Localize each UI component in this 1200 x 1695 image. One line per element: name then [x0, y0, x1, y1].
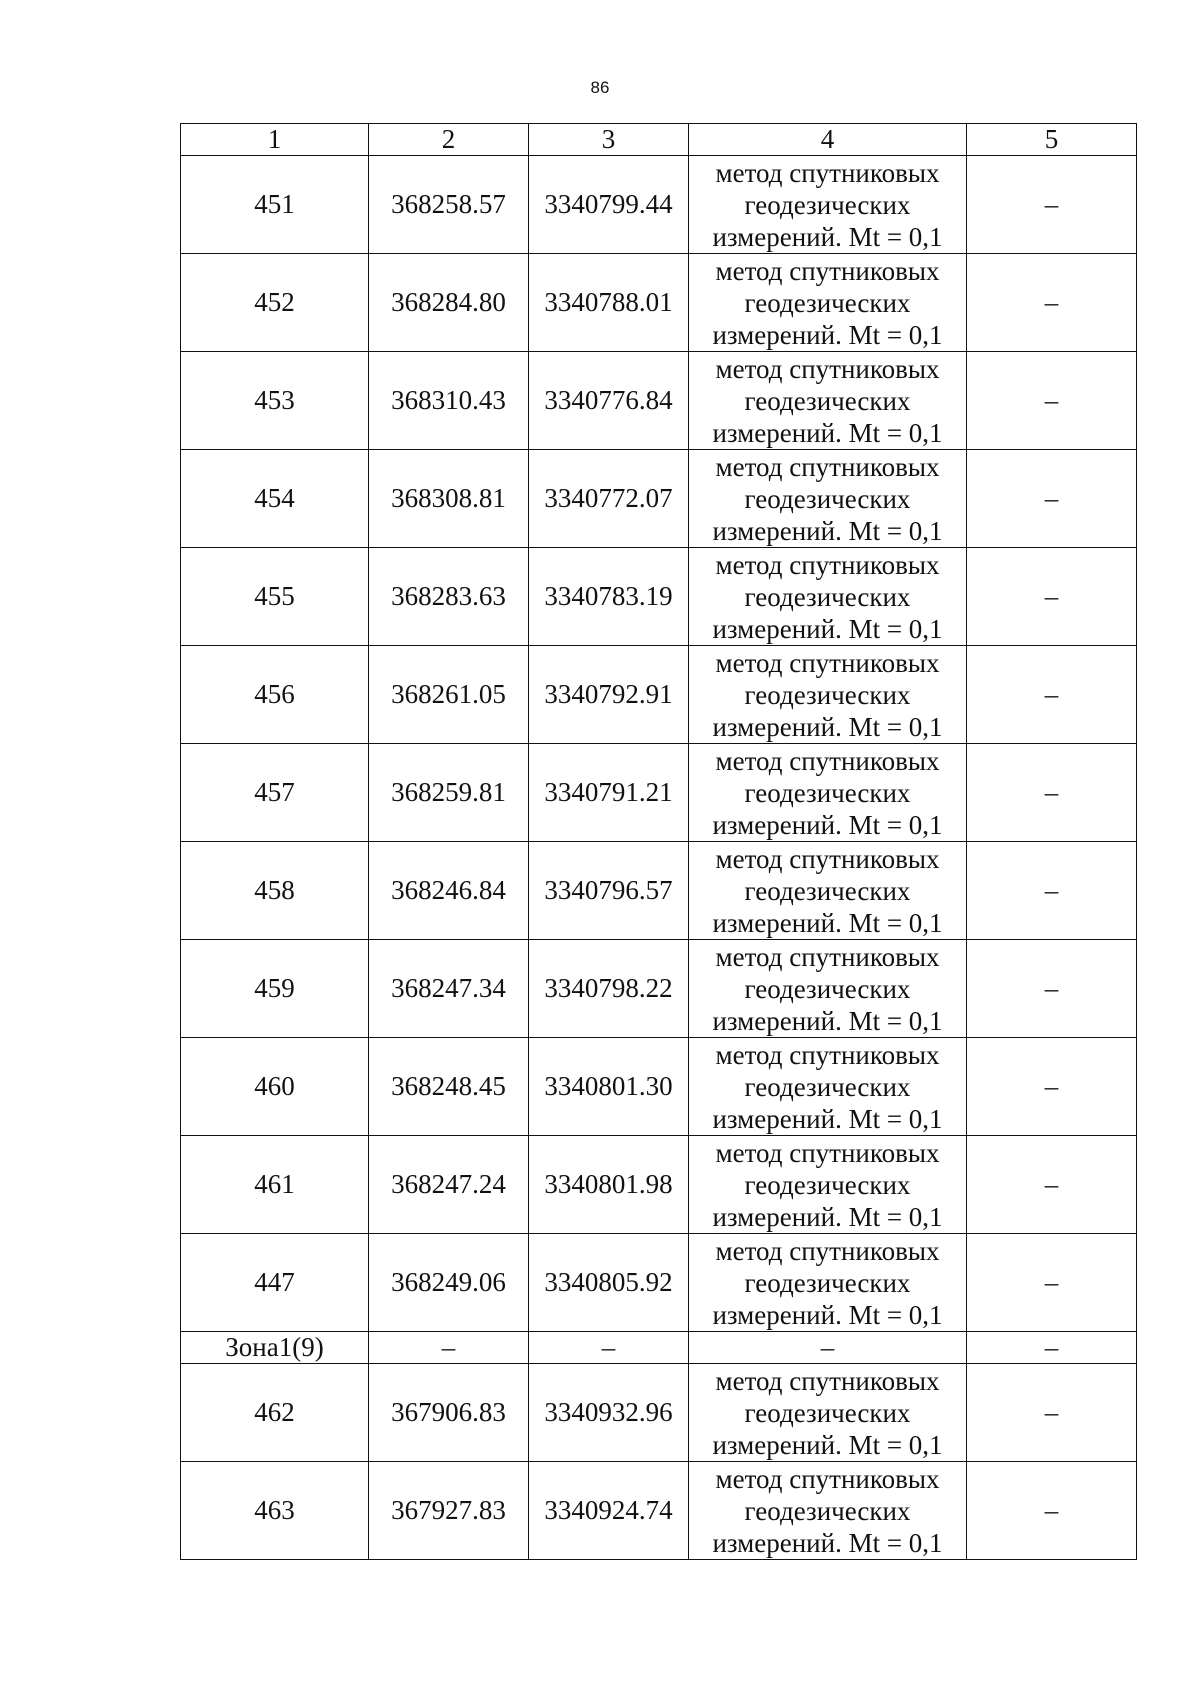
page-number: 86 — [590, 78, 610, 97]
method-text — [689, 647, 966, 743]
method-text — [689, 451, 966, 547]
table-body — [181, 156, 1137, 1560]
table-header — [181, 124, 1137, 156]
method-text — [689, 549, 966, 645]
table-row — [181, 1038, 1137, 1136]
cell-col5: – — [967, 254, 1137, 352]
method-line: измерений. Mt = 0,1 — [712, 1201, 943, 1232]
cell-method — [689, 352, 967, 450]
table-row — [181, 156, 1137, 254]
header-col-1: 1 — [181, 124, 369, 156]
cell-y-coordinate: 3340798.22 — [529, 940, 689, 1038]
cell-col5: – — [967, 940, 1137, 1038]
cell-method — [689, 1234, 967, 1332]
cell-point-id: 455 — [181, 548, 369, 646]
table-row — [181, 450, 1137, 548]
method-line: геодезических — [744, 287, 911, 318]
method-line: геодезических — [744, 1071, 911, 1102]
cell-col5: – — [967, 548, 1137, 646]
cell-point-id: 459 — [181, 940, 369, 1038]
cell-x-coordinate: 368283.63 — [369, 548, 529, 646]
cell-point-id: 454 — [181, 450, 369, 548]
method-text — [689, 255, 966, 351]
method-line: метод спутниковых — [715, 157, 940, 188]
cell-x-coordinate: 367906.83 — [369, 1364, 529, 1462]
cell-col5: – — [967, 156, 1137, 254]
cell-x-coordinate: 368310.43 — [369, 352, 529, 450]
cell-y-coordinate: 3340796.57 — [529, 842, 689, 940]
table-row — [181, 548, 1137, 646]
method-text — [689, 1463, 966, 1559]
method-line: измерений. Mt = 0,1 — [712, 1429, 943, 1460]
method-line: геодезических — [744, 483, 911, 514]
method-line: измерений. Mt = 0,1 — [712, 613, 943, 644]
cell-point-id: 458 — [181, 842, 369, 940]
cell-y-coordinate: 3340932.96 — [529, 1364, 689, 1462]
cell-method — [689, 156, 967, 254]
cell-point-id: 462 — [181, 1364, 369, 1462]
cell-point-id: 463 — [181, 1462, 369, 1560]
cell-x-coordinate: 368247.34 — [369, 940, 529, 1038]
cell-col5: – — [967, 352, 1137, 450]
cell-y-coordinate: 3340792.91 — [529, 646, 689, 744]
method-line: геодезических — [744, 189, 911, 220]
table-row — [181, 940, 1137, 1038]
method-line: измерений. Mt = 0,1 — [712, 221, 943, 252]
cell-y-coordinate: 3340801.98 — [529, 1136, 689, 1234]
cell-point-id: 451 — [181, 156, 369, 254]
table-row — [181, 1234, 1137, 1332]
table-row — [181, 1364, 1137, 1462]
method-line: измерений. Mt = 0,1 — [712, 319, 943, 350]
method-line: измерений. Mt = 0,1 — [712, 1005, 943, 1036]
cell-y-coordinate: 3340776.84 — [529, 352, 689, 450]
method-line: геодезических — [744, 679, 911, 710]
header-col-4: 4 — [689, 124, 967, 156]
header-col-2: 2 — [369, 124, 529, 156]
cell-col5: – — [967, 1332, 1137, 1364]
method-line: геодезических — [744, 1495, 911, 1526]
cell-point-id: 461 — [181, 1136, 369, 1234]
cell-x-coordinate: 367927.83 — [369, 1462, 529, 1560]
cell-method — [689, 1462, 967, 1560]
cell-method — [689, 646, 967, 744]
cell-x-coordinate: 368284.80 — [369, 254, 529, 352]
method-line: измерений. Mt = 0,1 — [712, 711, 943, 742]
method-line: измерений. Mt = 0,1 — [712, 1299, 943, 1330]
cell-point-id: 456 — [181, 646, 369, 744]
cell-x-coordinate: 368259.81 — [369, 744, 529, 842]
cell-x-coordinate: – — [369, 1332, 529, 1364]
cell-method — [689, 1136, 967, 1234]
cell-point-id: 452 — [181, 254, 369, 352]
method-line: измерений. Mt = 0,1 — [712, 1527, 943, 1558]
table-row — [181, 254, 1137, 352]
cell-method — [689, 744, 967, 842]
cell-y-coordinate: 3340772.07 — [529, 450, 689, 548]
cell-y-coordinate: – — [529, 1332, 689, 1364]
method-line: измерений. Mt = 0,1 — [712, 1103, 943, 1134]
cell-method — [689, 842, 967, 940]
cell-method — [689, 1038, 967, 1136]
method-line: метод спутниковых — [715, 353, 940, 384]
method-line: геодезических — [744, 581, 911, 612]
header-col-5: 5 — [967, 124, 1137, 156]
cell-col5: – — [967, 450, 1137, 548]
method-text — [689, 1039, 966, 1135]
method-text — [689, 1365, 966, 1461]
table-row — [181, 744, 1137, 842]
method-line: метод спутниковых — [715, 843, 940, 874]
zone-row — [181, 1332, 1137, 1364]
cell-col5: – — [967, 1136, 1137, 1234]
method-line: измерений. Mt = 0,1 — [712, 809, 943, 840]
method-line: метод спутниковых — [715, 647, 940, 678]
method-line: метод спутниковых — [715, 1235, 940, 1266]
method-text — [689, 353, 966, 449]
method-line: метод спутниковых — [715, 941, 940, 972]
cell-point-id: 447 — [181, 1234, 369, 1332]
cell-x-coordinate: 368308.81 — [369, 450, 529, 548]
cell-method — [689, 254, 967, 352]
cell-x-coordinate: 368261.05 — [369, 646, 529, 744]
cell-y-coordinate: 3340788.01 — [529, 254, 689, 352]
method-text — [689, 1235, 966, 1331]
method-text — [689, 745, 966, 841]
method-line: метод спутниковых — [715, 745, 940, 776]
cell-x-coordinate: 368247.24 — [369, 1136, 529, 1234]
cell-col5: – — [967, 1234, 1137, 1332]
cell-point-id: Зона1(9) — [181, 1332, 369, 1364]
method-line: метод спутниковых — [715, 1463, 940, 1494]
cell-y-coordinate: 3340801.30 — [529, 1038, 689, 1136]
method-line: геодезических — [744, 875, 911, 906]
cell-y-coordinate: 3340805.92 — [529, 1234, 689, 1332]
header-row — [181, 124, 1137, 156]
cell-y-coordinate: 3340791.21 — [529, 744, 689, 842]
cell-point-id: 457 — [181, 744, 369, 842]
cell-col5: – — [967, 842, 1137, 940]
cell-method — [689, 1364, 967, 1462]
cell-x-coordinate: 368246.84 — [369, 842, 529, 940]
cell-method — [689, 548, 967, 646]
cell-col5: – — [967, 744, 1137, 842]
method-line: метод спутниковых — [715, 255, 940, 286]
table-row — [181, 646, 1137, 744]
cell-y-coordinate: 3340783.19 — [529, 548, 689, 646]
cell-point-id: 453 — [181, 352, 369, 450]
table-row — [181, 1462, 1137, 1560]
method-line: измерений. Mt = 0,1 — [712, 417, 943, 448]
table-row — [181, 842, 1137, 940]
cell-x-coordinate: 368258.57 — [369, 156, 529, 254]
cell-x-coordinate: 368248.45 — [369, 1038, 529, 1136]
method-line: геодезических — [744, 973, 911, 1004]
method-line: метод спутниковых — [715, 1137, 940, 1168]
method-line: геодезических — [744, 1267, 911, 1298]
cell-col5: – — [967, 1038, 1137, 1136]
method-text — [689, 941, 966, 1037]
method-text — [689, 1137, 966, 1233]
cell-y-coordinate: 3340799.44 — [529, 156, 689, 254]
method-line: геодезических — [744, 1169, 911, 1200]
cell-method — [689, 450, 967, 548]
method-line: геодезических — [744, 777, 911, 808]
coordinates-table — [180, 123, 1137, 1560]
cell-col5: – — [967, 646, 1137, 744]
cell-method — [689, 940, 967, 1038]
cell-method: – — [689, 1332, 967, 1364]
cell-col5: – — [967, 1462, 1137, 1560]
method-line: метод спутниковых — [715, 451, 940, 482]
method-line: измерений. Mt = 0,1 — [712, 907, 943, 938]
table-row — [181, 352, 1137, 450]
method-text — [689, 157, 966, 253]
cell-y-coordinate: 3340924.74 — [529, 1462, 689, 1560]
method-line: геодезических — [744, 385, 911, 416]
method-line: геодезических — [744, 1397, 911, 1428]
method-line: метод спутниковых — [715, 549, 940, 580]
method-line: метод спутниковых — [715, 1365, 940, 1396]
method-text — [689, 843, 966, 939]
cell-x-coordinate: 368249.06 — [369, 1234, 529, 1332]
cell-col5: – — [967, 1364, 1137, 1462]
table-row — [181, 1136, 1137, 1234]
header-col-3: 3 — [529, 124, 689, 156]
method-line: измерений. Mt = 0,1 — [712, 515, 943, 546]
method-line: метод спутниковых — [715, 1039, 940, 1070]
cell-point-id: 460 — [181, 1038, 369, 1136]
